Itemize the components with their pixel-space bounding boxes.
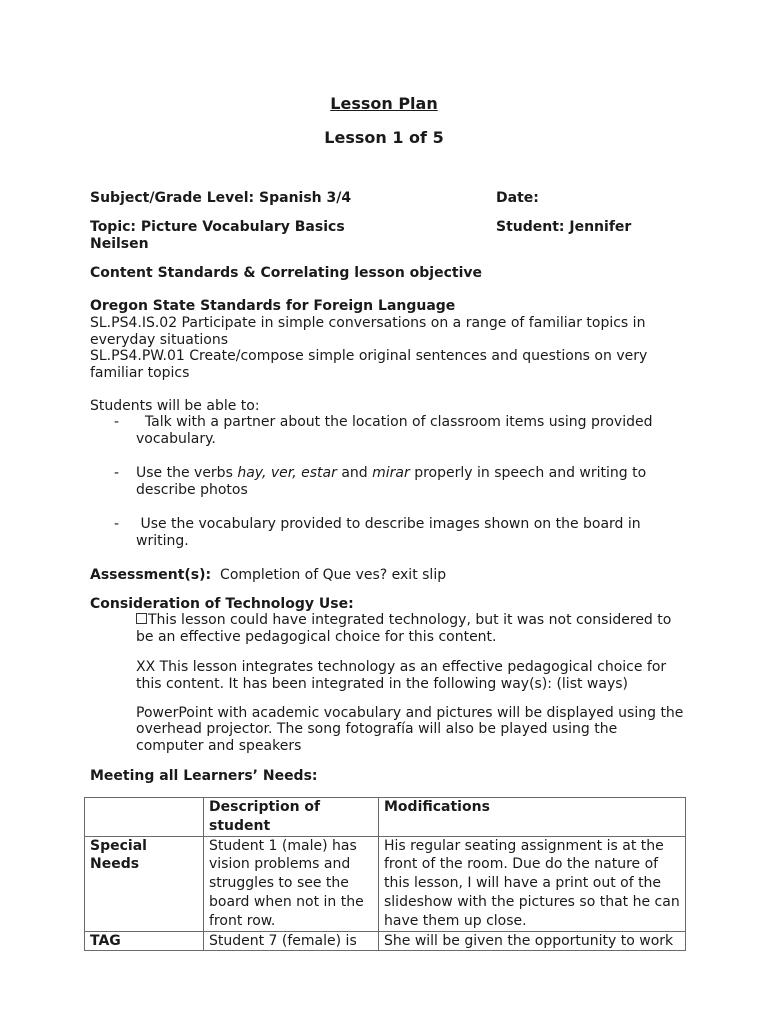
objective-item-cont: describe photos (136, 482, 248, 498)
standard-line: familiar topics (90, 365, 190, 381)
standard-line: everyday situations (90, 332, 228, 348)
topic: Topic: Picture Vocabulary Basics (90, 219, 345, 235)
assessment (90, 567, 446, 584)
table-row (85, 836, 686, 931)
technology-details-cont: computer and speakers (136, 738, 302, 754)
checkbox-icon (136, 613, 147, 624)
technology-details: PowerPoint with academic vocabulary and pictures will be displayed using the (136, 705, 684, 721)
row-description: Student 1 (male) has vision problems and struggles to see the board when not in the front row. (204, 836, 379, 931)
date-label: Date: (496, 190, 539, 206)
list-bullet: - (114, 414, 120, 430)
objective-item-cont: writing. (136, 533, 189, 549)
technology-option-1-cont: be an effective pedagogical choice for this content. (136, 629, 497, 645)
objective-item-cont: vocabulary. (136, 431, 216, 447)
student-name: Student: Jennifer (496, 219, 632, 235)
table-header-cell (85, 798, 204, 837)
technology-option-2: XX This lesson integrates technology as an effective pedagogical choice for (136, 659, 667, 675)
table-header-row (85, 798, 686, 837)
lesson-number: Lesson 1 of 5 (324, 128, 444, 147)
assessment-label: Assessment(s): (90, 567, 212, 583)
row-modification: His regular seating assignment is at the front of the room. Due do the nature of this lesson, I will have a print out of the slideshow with the pictures so that he can have them up close. (379, 836, 686, 931)
table-row (85, 931, 686, 951)
list-bullet: - (114, 465, 120, 481)
assessment-value: Completion of Que ves? exit slip (220, 567, 447, 583)
row-description: Student 7 (female) is (204, 931, 379, 951)
objectives-intro: Students will be able to: (90, 398, 260, 414)
standards-heading: Content Standards & Correlating lesson objective (90, 265, 483, 281)
technology-details-cont: overhead projector. The song fotografía will also be played using the (136, 721, 618, 737)
row-category: TAG (85, 931, 204, 951)
technology-option-2-cont: this content. It has been integrated in the following way(s): (list ways) (136, 676, 628, 692)
document-title: Lesson Plan (330, 94, 438, 113)
objective-item: Use the vocabulary provided to describe images shown on the board in (136, 516, 641, 532)
standard-line: SL.PS4.IS.02 Participate in simple conversations on a range of familiar topics in (90, 315, 646, 331)
objective-item: Use the verbs hay, ver, estar and mirar properly in speech and writing to (136, 465, 647, 481)
objective-item: Talk with a partner about the location of classroom items using provided (136, 414, 653, 430)
learners-needs-table (84, 797, 686, 951)
row-modification: She will be given the opportunity to work (379, 931, 686, 951)
technology-option-1: This lesson could have integrated technology, but it was not considered to (136, 612, 671, 629)
standard-line: SL.PS4.PW.01 Create/compose simple original sentences and questions on very (90, 348, 648, 364)
learners-heading: Meeting all Learners’ Needs: (90, 768, 318, 784)
subject-grade-level: Subject/Grade Level: Spanish 3/4 (90, 190, 352, 206)
list-bullet: - (114, 516, 120, 532)
standards-subheading: Oregon State Standards for Foreign Language (90, 298, 456, 314)
table-header-cell: Description of student (204, 798, 379, 837)
row-category: Special Needs (85, 836, 204, 931)
table-header-cell: Modifications (379, 798, 686, 837)
technology-heading: Consideration of Technology Use: (90, 596, 354, 612)
student-name-continued: Neilsen (90, 236, 149, 252)
